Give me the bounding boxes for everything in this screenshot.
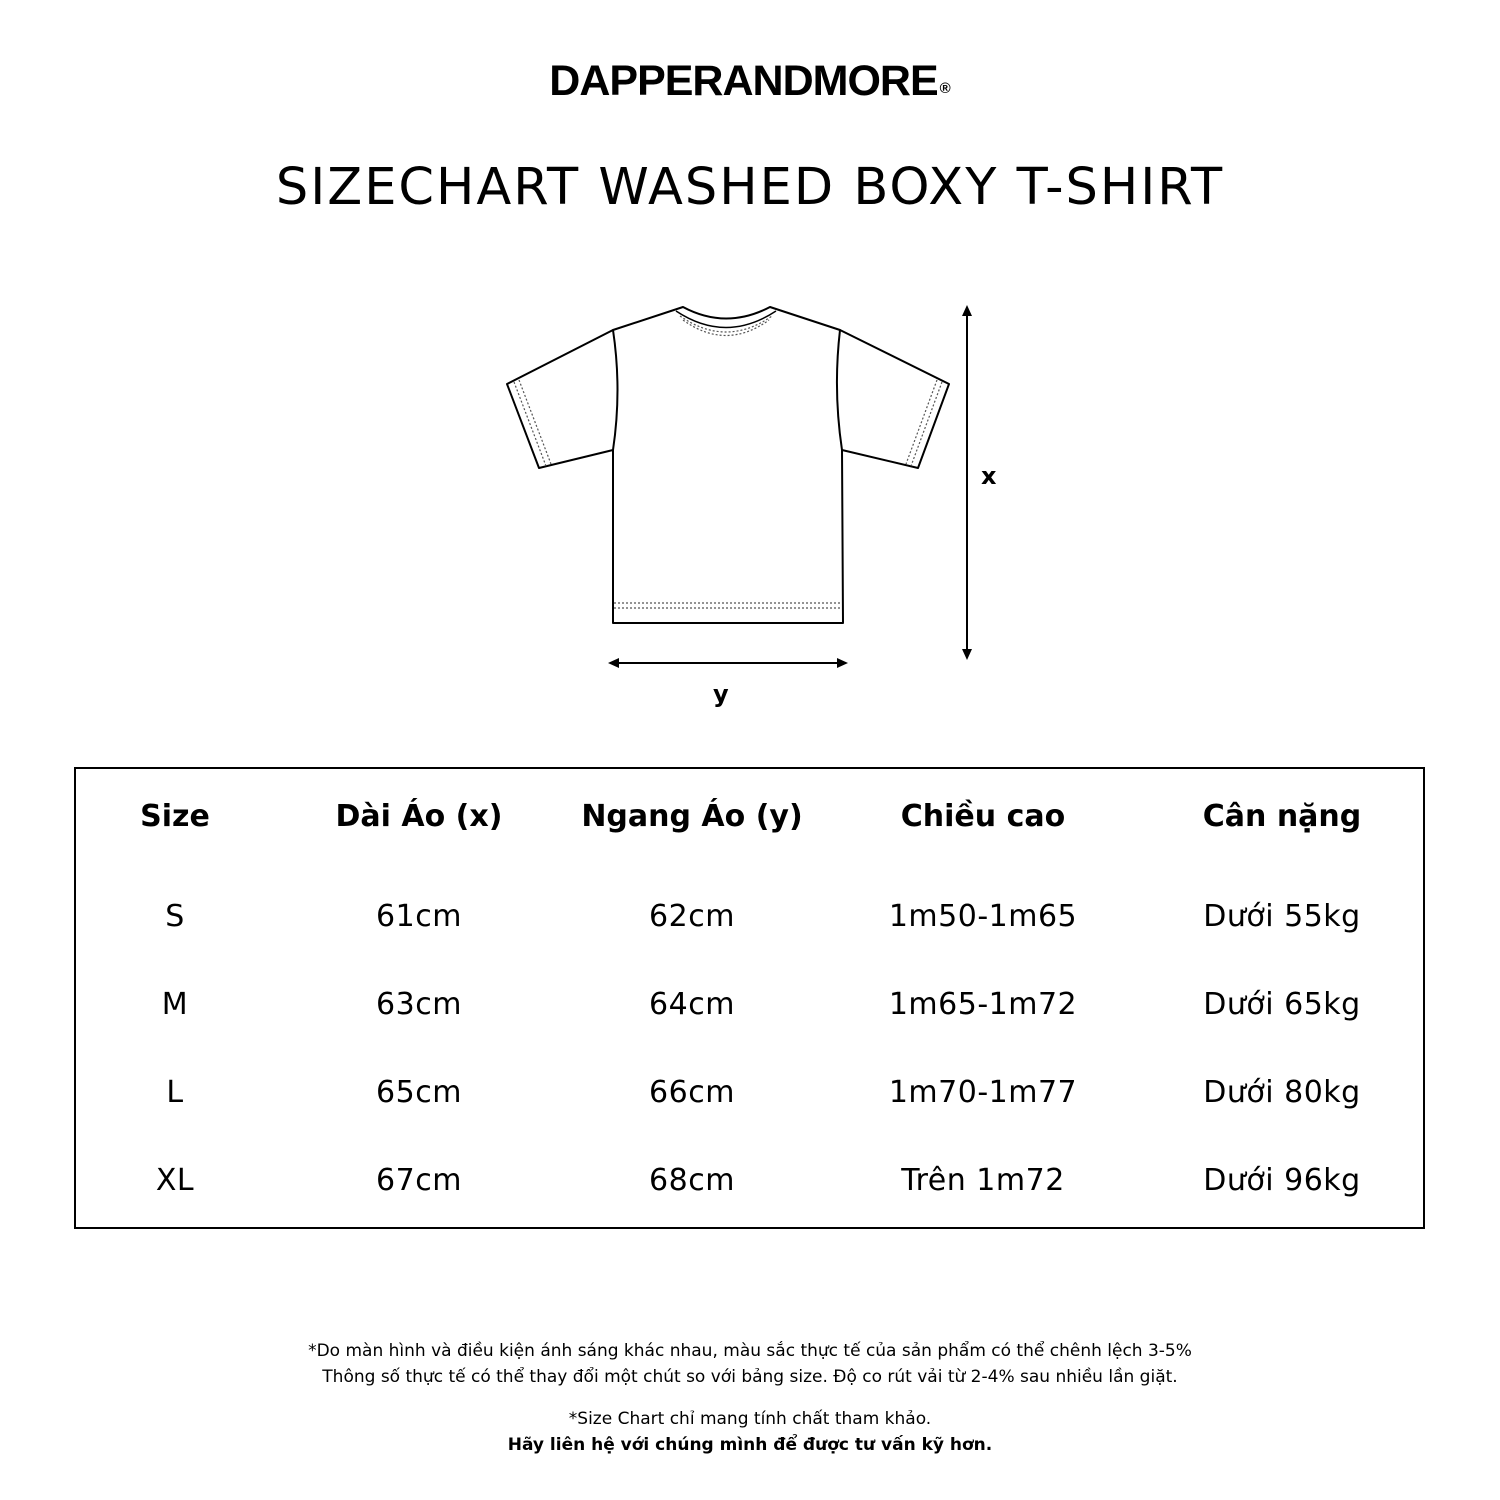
table-cell: 62cm (649, 899, 735, 934)
tshirt-diagram (0, 0, 1500, 740)
page-title: SIZECHART WASHED BOXY T-SHIRT (275, 158, 1225, 217)
table-cell: 68cm (649, 1163, 735, 1198)
header-weight: Cân nặng (1202, 799, 1362, 834)
table-cell: 1m65-1m72 (888, 987, 1078, 1022)
table-cell: L (166, 1075, 184, 1110)
table-cell: 61cm (376, 899, 462, 934)
stitching (514, 316, 942, 608)
table-cell: 1m70-1m77 (888, 1075, 1078, 1110)
table-cell: 66cm (649, 1075, 735, 1110)
table-cell: 65cm (376, 1075, 462, 1110)
width-arrow (608, 658, 848, 668)
table-cell: Dưới 96kg (1203, 1163, 1361, 1198)
header-height: Chiều cao (900, 799, 1066, 834)
table-cell: Dưới 55kg (1203, 899, 1361, 934)
table-cell: 64cm (649, 987, 735, 1022)
length-label: x (981, 462, 997, 490)
table-cell: XL (155, 1163, 195, 1198)
header-width: Ngang Áo (y) (581, 799, 803, 834)
size-table (74, 767, 1425, 1229)
table-cell: Dưới 65kg (1203, 987, 1361, 1022)
brand-name: DAPPERANDMORE (549, 57, 938, 105)
table-cell: 1m50-1m65 (888, 899, 1078, 934)
header-length: Dài Áo (x) (335, 799, 503, 834)
table-cell: Trên 1m72 (901, 1163, 1065, 1198)
table-cell: M (161, 987, 189, 1022)
disclaimer-shrinkage: Thông số thực tế có thể thay đổi một chút so với bảng size. Độ co rút vải từ 2-4% sau nhiều lần giặt. (322, 1367, 1178, 1387)
table-cell: 67cm (376, 1163, 462, 1198)
registered-mark: ® (939, 80, 951, 97)
length-arrow (962, 305, 972, 660)
table-cell: 63cm (376, 987, 462, 1022)
disclaimer-reference: *Size Chart chỉ mang tính chất tham khảo. (568, 1409, 932, 1429)
width-label: y (713, 680, 729, 708)
disclaimer-color: *Do màn hình và điều kiện ánh sáng khác nhau, màu sắc thực tế của sản phẩm có thể chênh lệch 3-5% (308, 1341, 1192, 1361)
tshirt-outline-icon (507, 307, 949, 623)
table-cell: Dưới 80kg (1203, 1075, 1361, 1110)
header-size: Size (140, 799, 210, 834)
contact-note: Hãy liên hệ với chúng mình để được tư vấn kỹ hơn. (507, 1435, 993, 1455)
table-cell: S (165, 899, 185, 934)
